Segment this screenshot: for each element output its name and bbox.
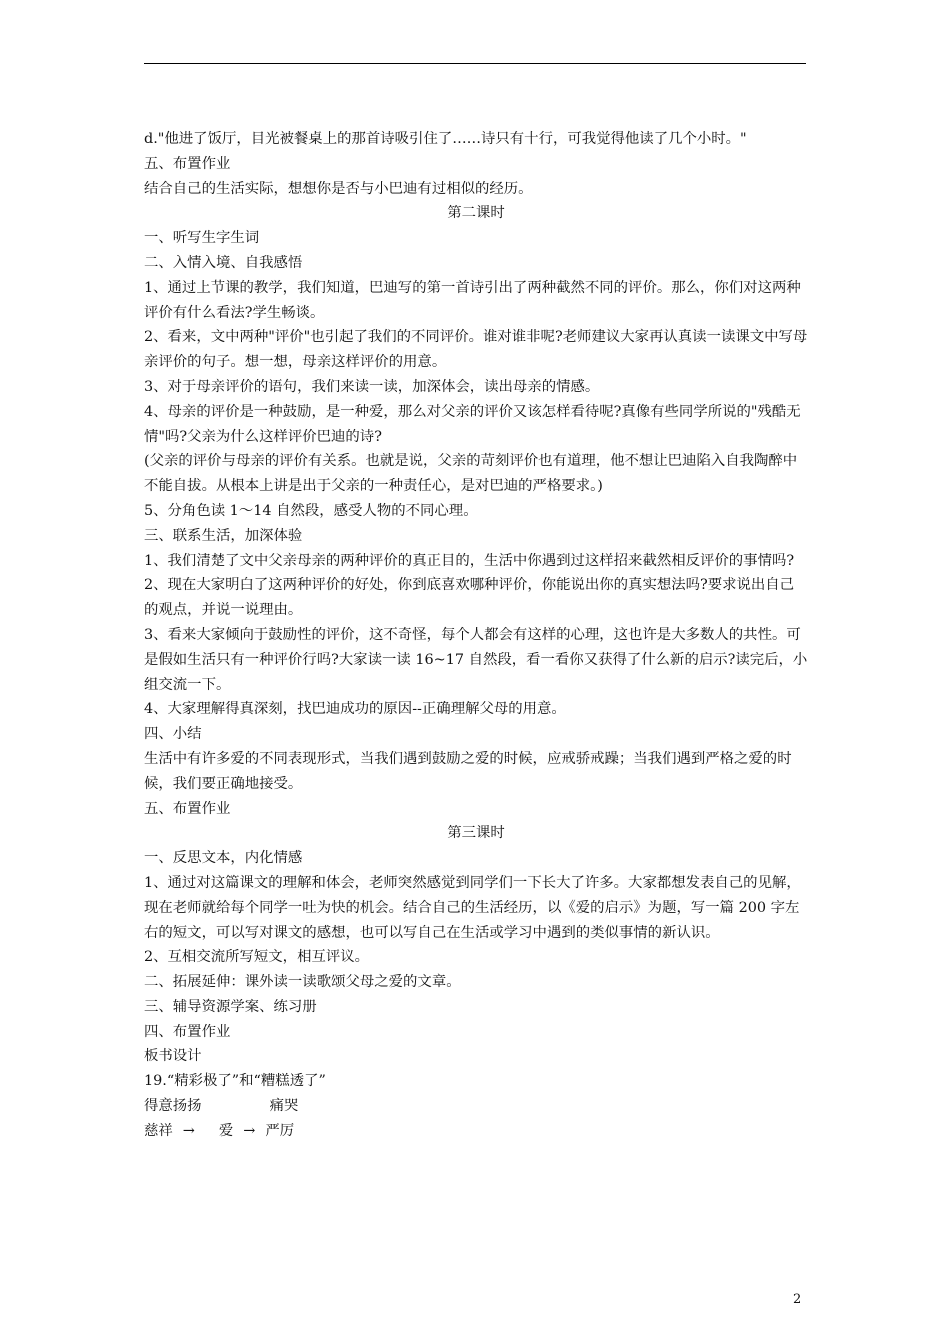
arrow-right-icon: → <box>243 1122 256 1139</box>
paragraph: (父亲的评价与母亲的评价有关系。也就是说，父亲的苛刻评价也有道理，他不想让巴迪陷入自我陶醉中不能自拔。从根本上讲是出于父亲的一种责任心，是对巴迪的严格要求。) <box>144 453 798 495</box>
lesson-title: 第二课时 <box>447 205 505 222</box>
paragraph: 2、现在大家明白了这两种评价的好处，你到底喜欢哪种评价，你能说出你的真实想法吗?要求说出自己的观点，并说一说理由。 <box>144 577 795 619</box>
section-heading: 五、布置作业 <box>144 155 231 172</box>
section-heading: 三、联系生活，加深体验 <box>144 527 303 544</box>
board-right-word: 痛哭 <box>269 1098 299 1115</box>
board-flow-end: 严厉 <box>265 1122 295 1139</box>
paragraph: 3、对于母亲评价的语句，我们来读一读，加深体会，读出母亲的情感。 <box>144 378 600 395</box>
paragraph: 结合自己的生活实际，想想你是否与小巴迪有过相似的经历。 <box>144 180 533 197</box>
paragraph: 2、互相交流所写短文，相互评议。 <box>144 949 370 966</box>
board-flow-start: 慈祥 <box>144 1122 173 1139</box>
paragraph: 2、看来，文中两种"评价"也引起了我们的不同评价。谁对谁非呢?老师建议大家再认真读一读课文中写母亲评价的句子。想一想，母亲这样评价的用意。 <box>144 329 808 371</box>
board-flow-mid: 爱 <box>218 1122 234 1139</box>
paragraph: 4、母亲的评价是一种鼓励，是一种爱，那么对父亲的评价又该怎样看待呢?真像有些同学所说的"残酷无情"吗?父亲为什么这样评价巴迪的诗? <box>144 403 801 445</box>
page-number: 2 <box>793 1292 802 1307</box>
section-heading: 二、入情入境、自我感悟 <box>144 254 303 271</box>
section-heading: 五、布置作业 <box>144 800 231 817</box>
paragraph: 4、大家理解得真深刻，找巴迪成功的原因--正确理解父母的用意。 <box>144 701 566 718</box>
section-heading: 二、拓展延伸：课外读一读歌颂父母之爱的文章。 <box>144 974 461 991</box>
document-body <box>144 127 808 1144</box>
section-heading: 一、听写生字生词 <box>144 230 260 247</box>
paragraph: d."他进了饭厅，目光被餐桌上的那首诗吸引住了……诗只有十行，可我觉得他读了几个小时。" <box>144 131 747 147</box>
section-heading: 三、辅导资源学案、练习册 <box>144 998 317 1015</box>
section-heading: 四、小结 <box>144 726 202 743</box>
paragraph: 3、看来大家倾向于鼓励性的评价，这不奇怪，每个人都会有这样的心理，这也许是大多数人的共性。可是假如生活只有一种评价行吗?大家读一读 16~17 自然段，看一看你又获得了什么新的启示?读完后，小组交流一下。 <box>144 626 808 693</box>
paragraph: 生活中有许多爱的不同表现形式，当我们遇到鼓励之爱的时候，应戒骄戒躁；当我们遇到严格之爱的时候，我们要正确地接受。 <box>144 750 792 792</box>
board-row-2 <box>144 1119 808 1144</box>
header-rule <box>144 63 806 64</box>
section-heading: 四、布置作业 <box>144 1023 231 1040</box>
paragraph: 1、通过对这篇课文的理解和体会，老师突然感觉到同学们一下长大了许多。大家都想发表自己的见解，现在老师就给每个同学一吐为快的机会。结合自己的生活经历，以《爱的启示》为题，写一篇 200 字左右的短文，可以写对课文的感想，也可以写自己在生活或学习中遇到的类似事情的新认识。 <box>144 874 801 941</box>
arrow-right-icon: → <box>182 1122 195 1139</box>
lesson-title: 第三课时 <box>447 825 505 842</box>
board-left-word: 得意扬扬 <box>144 1098 202 1115</box>
paragraph: 5、分角色读 1～14 自然段，感受人物的不同心理。 <box>144 502 478 519</box>
paragraph: 1、我们清楚了文中父亲母亲的两种评价的真正目的，生活中你遇到过这样招来截然相反评价的事情吗? <box>144 552 795 569</box>
board-design-heading: 板书设计 <box>144 1048 202 1065</box>
paragraph: 1、通过上节课的教学，我们知道，巴迪写的第一首诗引出了两种截然不同的评价。那么，你们对这两种评价有什么看法?学生畅谈。 <box>144 279 801 321</box>
board-row-1 <box>144 1094 808 1119</box>
section-heading: 一、反思文本，内化情感 <box>144 850 303 867</box>
board-title: 19.“精彩极了”和“糟糕透了” <box>144 1073 326 1090</box>
